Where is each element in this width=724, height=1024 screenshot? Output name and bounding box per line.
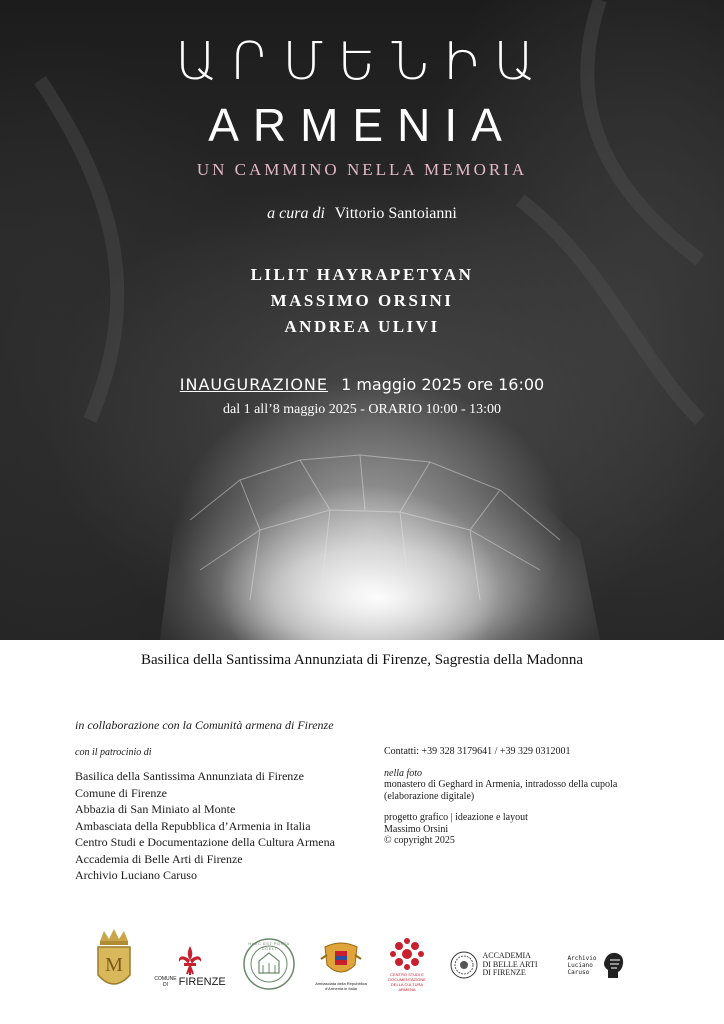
centro-studi-logo [384, 931, 430, 997]
logos-bar [0, 925, 724, 1005]
photo-caption: monastero di Geghard in Armenia, intradosso della cupola [384, 779, 618, 790]
copyright: © copyright 2025 [384, 835, 455, 846]
accademia-line: ACCADEMIA [482, 951, 531, 961]
patron-item: Ambasciata della Repubblica d’Armenia in Italia [75, 818, 311, 833]
archivio-logo [562, 947, 632, 983]
artists-list [0, 262, 724, 340]
armenian-cross-icon [387, 936, 427, 972]
crown-crest-icon [92, 927, 136, 997]
accademia-logo [444, 949, 544, 981]
venue: Basilica della Santissima Annunziata di Firenze, Sagrestia della Madonna [141, 652, 583, 668]
info-column [384, 746, 704, 847]
artist-name: MASSIMO ORSINI [270, 291, 454, 310]
ambasciata-logo [312, 931, 370, 997]
patron-item: Archivio Luciano Caruso [75, 868, 197, 882]
inauguration-line [0, 375, 724, 394]
patron-item: Basilica della Santissima Annunziata di Firenze [75, 769, 304, 783]
exhibition-subtitle: UN CAMMINO NELLA MEMORIA [196, 160, 528, 179]
basilica-crest-logo [92, 927, 136, 997]
contacts: Contatti: +39 328 3179641 / +39 329 0312001 [384, 746, 571, 757]
photo-caption-note: (elaborazione digitale) [384, 790, 475, 802]
curator-prefix: a cura di [267, 205, 325, 222]
patronage-list [75, 768, 335, 884]
artist-name: LILIT HAYRAPETYAN [250, 265, 474, 284]
ambasciata-label: Ambasciata della Repubblica d'Armenia in Italia [315, 981, 367, 991]
exhibition-title: ARMENIA [208, 99, 516, 151]
collaboration-note: in collaborazione con la Comunità armena di Firenze [75, 718, 334, 732]
armenia-coat-of-arms-icon [319, 937, 363, 981]
archivio-line: Archivio [567, 954, 597, 962]
comune-firenze-logo [154, 937, 226, 995]
patron-item: Abbazia di San Miniato al Monte [75, 802, 236, 816]
accademia-line: DI BELLE ARTI [482, 959, 538, 969]
svg-text:M: M [105, 954, 123, 976]
florence-lily-icon [175, 944, 205, 976]
archivio-line: Luciano [567, 961, 593, 969]
inauguration-label: INAUGURAZIONE [179, 375, 328, 394]
profile-head-icon [600, 950, 626, 980]
photo-label: nella foto [384, 767, 423, 779]
inauguration-time: 1 maggio 2025 ore 16:00 [341, 375, 545, 394]
centro-studi-label: CENTRO STUDI E DOCUMENTAZIONE DELLA CULTURA ARMENA [388, 972, 426, 992]
abbazia-seal-logo [242, 937, 296, 991]
abbazia-motto: HAEC EST PORTA COELI [248, 941, 290, 951]
credits-line: progetto grafico | ideazione e layout [384, 812, 528, 823]
accademia-line: DI FIRENZE [482, 968, 526, 978]
comune-label-bottom: FIRENZE [178, 976, 226, 988]
archivio-line: Caruso [567, 968, 590, 976]
credits-designer: Massimo Orsini [384, 823, 449, 835]
curator-name: Vittorio Santoianni [334, 205, 457, 222]
armenian-title: ԱՐՄԵՆԻԱ [175, 32, 549, 92]
curator-line [0, 205, 724, 223]
patron-item: Accademia di Belle Arti di Firenze [75, 851, 243, 866]
patron-item: Comune di Firenze [75, 785, 167, 800]
comune-label-top: COMUNE DI [154, 976, 177, 988]
accademia-seal-icon [450, 951, 478, 979]
patron-item: Centro Studi e Documentazione della Cultura Armena [75, 835, 335, 849]
patronage-heading: con il patrocinio di [75, 747, 152, 758]
artist-name: ANDREA ULIVI [284, 317, 440, 336]
exhibition-dates: dal 1 all’8 maggio 2025 - ORARIO 10:00 - 13:00 [222, 402, 502, 417]
